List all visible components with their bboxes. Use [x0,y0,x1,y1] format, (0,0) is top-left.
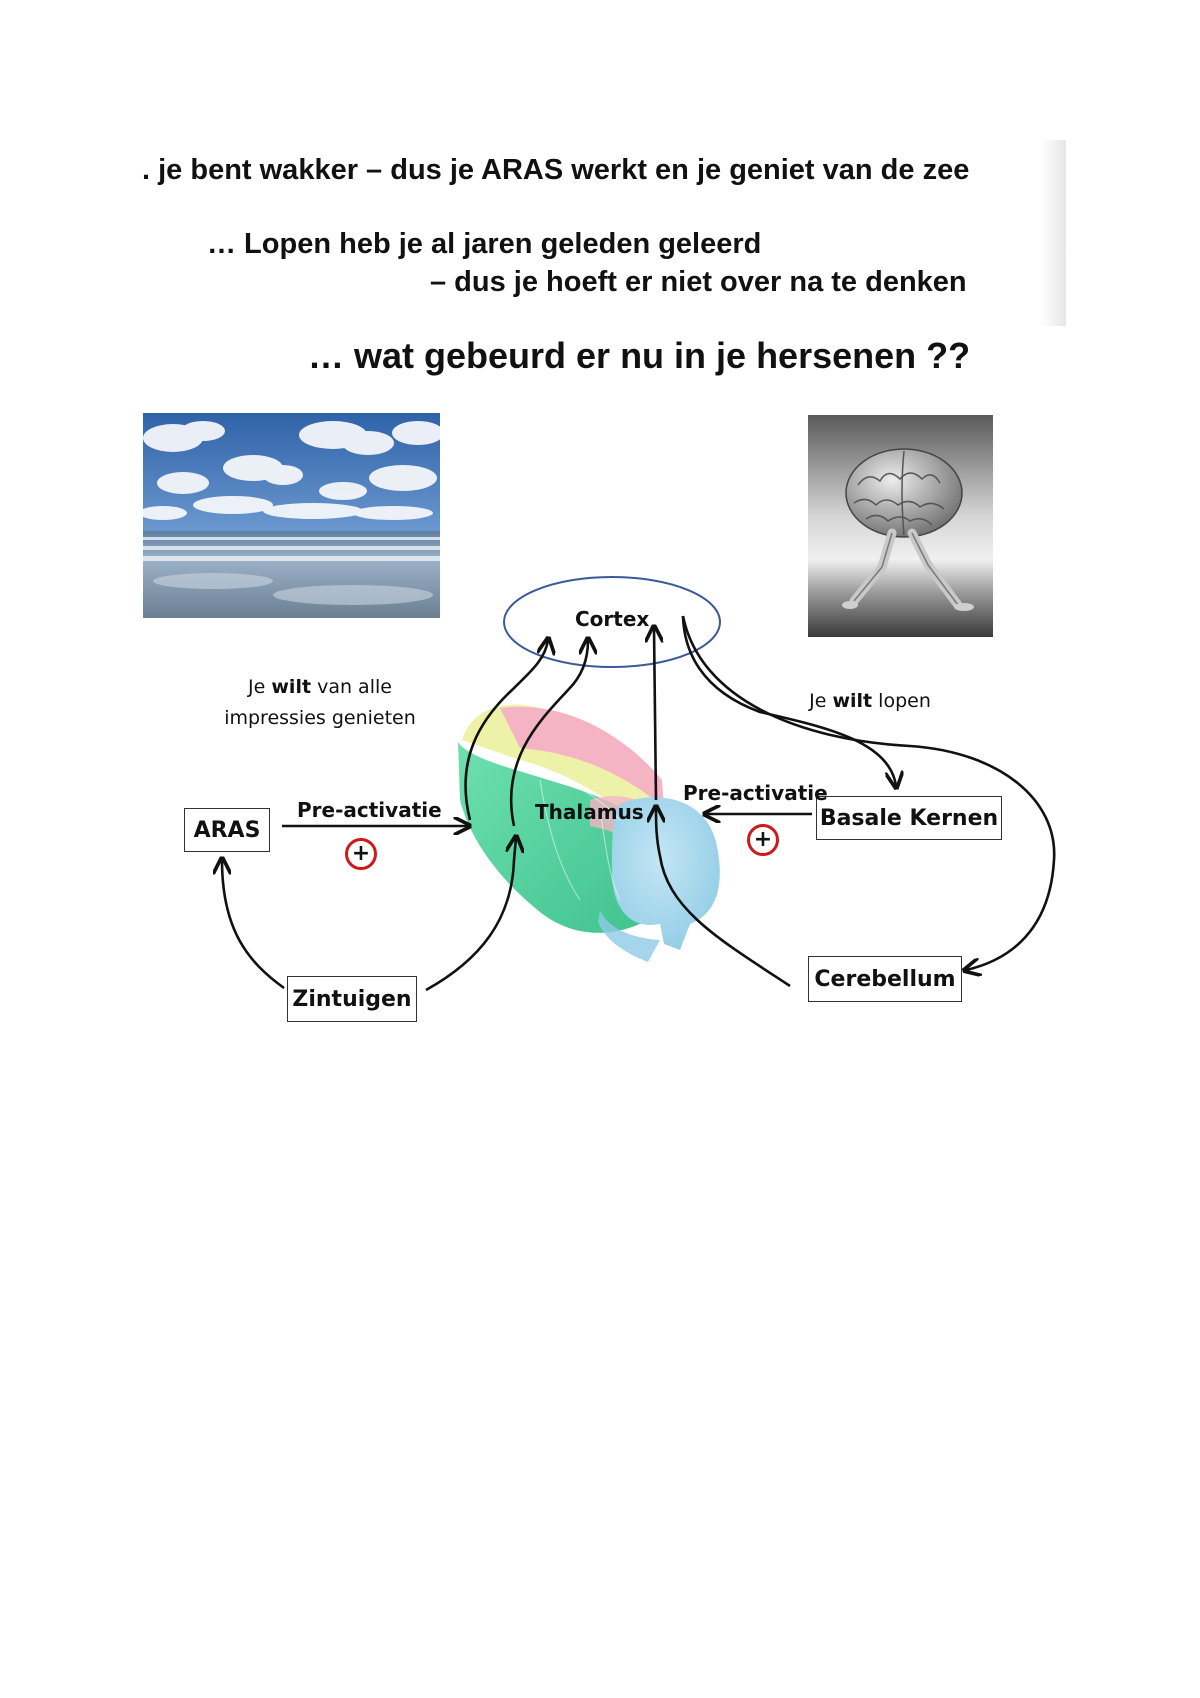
intro-line-3: – dus je hoeft er niet over na te denken [430,266,967,298]
plus-sign-right: + [747,824,779,856]
note-left-line-1 [210,672,430,703]
intro-line-1: . je bent wakker – dus je ARAS werkt en je geniet van de zee [142,154,970,186]
note-right-post: lopen [872,690,931,712]
cortex-label: Cortex [575,607,650,631]
zintuigen-box: Zintuigen [287,976,417,1022]
preactivatie-right-label: Pre-activatie [683,781,828,805]
aras-box: ARAS [184,808,270,852]
note-right-pre: Je [809,690,833,712]
question-heading: … wat gebeurd er nu in je hersenen ?? [308,335,971,376]
cerebellum-box: Cerebellum [808,956,962,1002]
note-left-line-2: impressies genieten [224,707,416,729]
note-want-walk [790,686,950,717]
note-enjoy-impressions [210,672,430,734]
plus-sign-left: + [345,838,377,870]
intro-line-2: … Lopen heb je al jaren geleden geleerd [207,228,762,260]
note-left-bold: wilt [271,676,312,698]
thalamus-label: Thalamus [535,800,644,824]
note-left-pre: Je [248,676,272,698]
preactivatie-left-label: Pre-activatie [297,798,442,822]
basale-kernen-box: Basale Kernen [816,796,1002,840]
note-left-post: van alle [311,676,392,698]
note-right-bold: wilt [832,690,873,712]
